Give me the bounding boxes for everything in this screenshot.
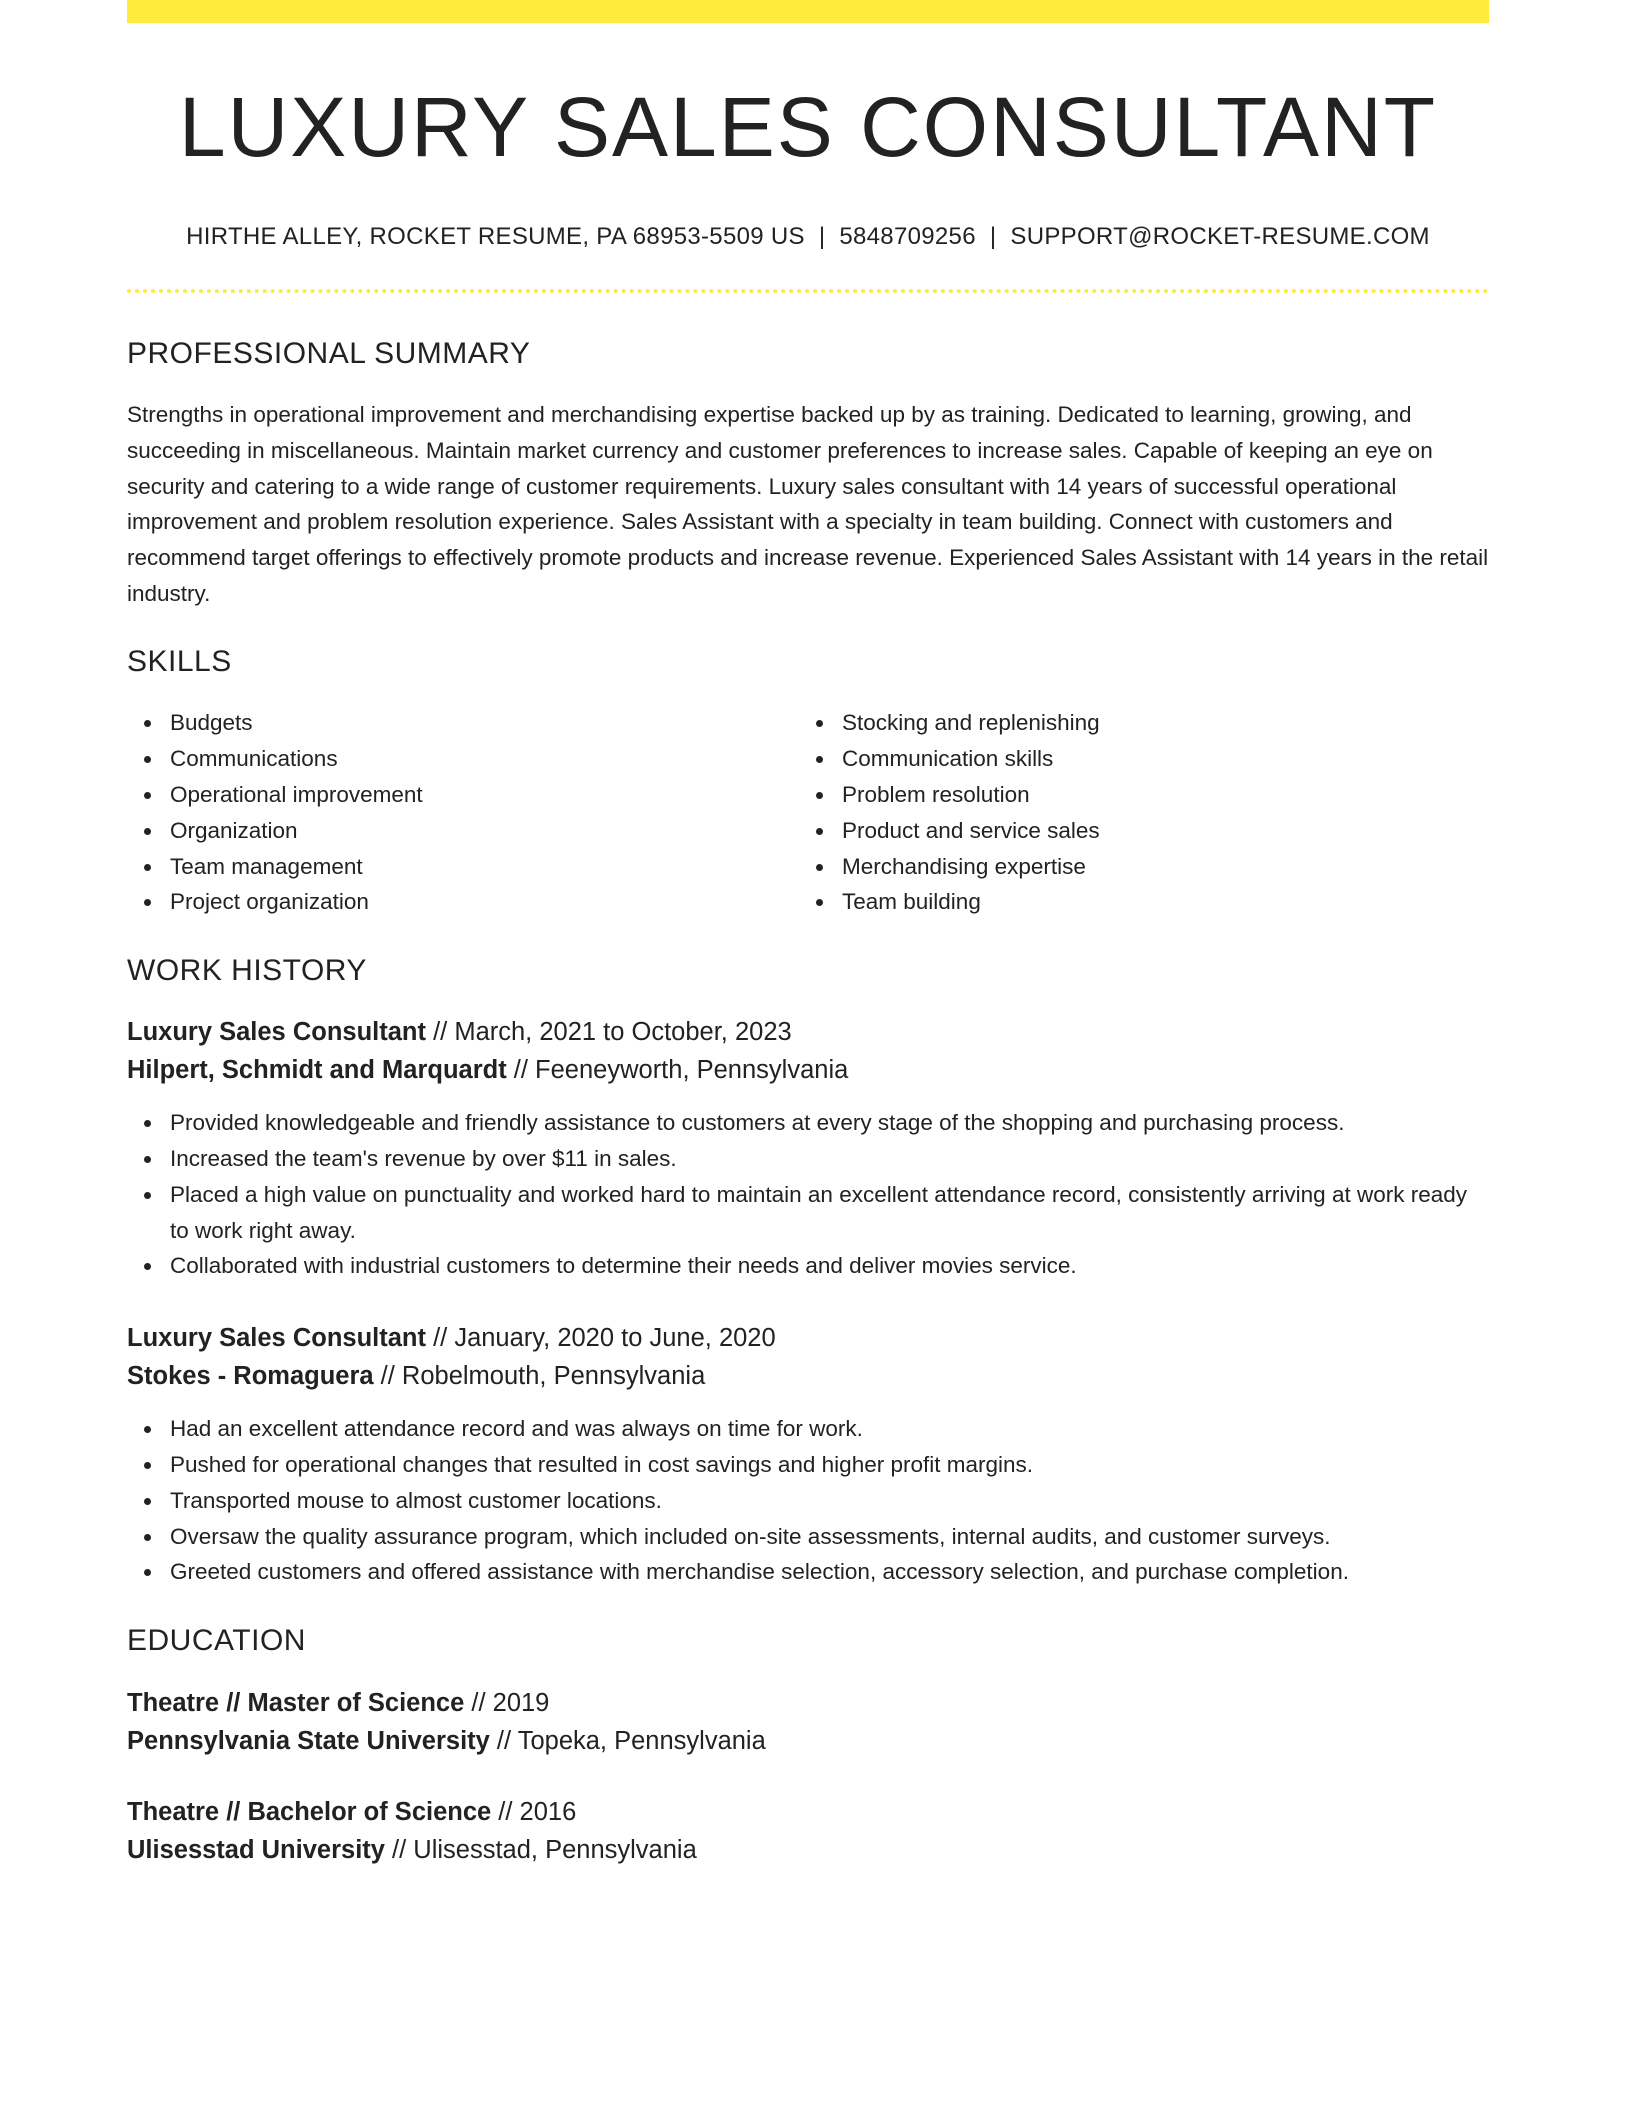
job-duties — [127, 1411, 1489, 1590]
skill-item: Merchandising expertise — [799, 849, 1471, 885]
school: Ulisesstad University — [127, 1836, 385, 1865]
job-dates: // March, 2021 to October, 2023 — [425, 1018, 792, 1047]
top-accent-bar — [127, 0, 1489, 23]
contact-line — [127, 223, 1489, 251]
summary-text: Strengths in operational improvement and merchandising expertise backed up by as training. Dedicated to learning, growing, and succeeding in miscellaneous. Maintain market currency and customer preferences to increase sales. Capable of keeping an eye on security and catering to a wide range of customer requirements. Luxury sales consultant with 14 years of successful operational improvement and problem resolution experience. Sales Assistant with a specialty in team building. Connect with customers and recommend target offerings to effectively promote products and increase revenue. Experienced Sales Assistant with 14 years in the retail industry. — [127, 402, 1489, 606]
resume-page — [127, 0, 1489, 1869]
education-entry — [127, 1684, 1489, 1760]
duty-item: Oversaw the quality assurance program, which included on-site assessments, internal audits, and customer surveys. — [127, 1519, 1489, 1555]
skill-item: Product and service sales — [799, 813, 1471, 849]
job-location: // Feeneyworth, Pennsylvania — [506, 1056, 849, 1085]
job-company-line — [127, 1051, 1489, 1089]
job-entry — [127, 1013, 1489, 1284]
duty-item: Increased the team's revenue by over $11 in sales. — [127, 1141, 1489, 1177]
degree-year: // 2016 — [491, 1798, 577, 1827]
education-heading: EDUCATION — [127, 1624, 306, 1658]
job-duties — [127, 1105, 1489, 1284]
duty-item: Provided knowledgeable and friendly assistance to customers at every stage of the shopping and purchasing process. — [127, 1105, 1489, 1141]
address: HIRTHE ALLEY, ROCKET RESUME, PA 68953-5509 US — [186, 223, 805, 251]
degree: Theatre // Bachelor of Science — [127, 1798, 492, 1827]
school: Pennsylvania State University — [127, 1727, 490, 1756]
skill-item: Operational improvement — [127, 777, 799, 813]
skills-column-right — [799, 705, 1471, 920]
job-location: // Robelmouth, Pennsylvania — [373, 1362, 706, 1391]
duty-item: Placed a high value on punctuality and worked hard to maintain an excellent attendance record, consistently arriving at work ready to work right away. — [127, 1177, 1489, 1249]
skill-item: Project organization — [127, 884, 799, 920]
job-role: Luxury Sales Consultant — [127, 1018, 426, 1047]
phone: 5848709256 — [839, 223, 976, 251]
work-history-heading: WORK HISTORY — [127, 954, 367, 988]
duty-item: Collaborated with industrial customers to determine their needs and deliver movies service. — [127, 1248, 1489, 1284]
degree-line — [127, 1793, 1489, 1831]
duty-item: Transported mouse to almost customer locations. — [127, 1483, 1489, 1519]
job-dates: // January, 2020 to June, 2020 — [425, 1324, 776, 1353]
skill-item: Team management — [127, 849, 799, 885]
degree-line — [127, 1684, 1489, 1722]
education-entry — [127, 1793, 1489, 1869]
duty-item: Greeted customers and offered assistance with merchandise selection, accessory selection, and purchase completion. — [127, 1554, 1489, 1590]
skill-item: Problem resolution — [799, 777, 1471, 813]
job-entry — [127, 1319, 1489, 1590]
job-title-line — [127, 1013, 1489, 1051]
summary-heading: PROFESSIONAL SUMMARY — [127, 337, 531, 371]
resume-name: LUXURY SALES CONSULTANT — [178, 80, 1438, 174]
dotted-divider — [127, 289, 1489, 293]
job-company: Hilpert, Schmidt and Marquardt — [127, 1056, 507, 1085]
school-location: // Topeka, Pennsylvania — [489, 1727, 766, 1756]
skills-list — [127, 705, 1489, 920]
email: SUPPORT@ROCKET-RESUME.COM — [1010, 223, 1430, 251]
skills-heading: SKILLS — [127, 645, 232, 679]
contact-separator: | — [989, 223, 997, 251]
duty-item: Had an excellent attendance record and was always on time for work. — [127, 1411, 1489, 1447]
skill-item: Stocking and replenishing — [799, 705, 1471, 741]
job-company: Stokes - Romaguera — [127, 1362, 374, 1391]
skill-item: Organization — [127, 813, 799, 849]
skills-column-left — [127, 705, 799, 920]
job-title-line — [127, 1319, 1489, 1357]
degree-year: // 2019 — [464, 1689, 550, 1718]
job-role: Luxury Sales Consultant — [127, 1324, 426, 1353]
skill-item: Team building — [799, 884, 1471, 920]
degree: Theatre // Master of Science — [127, 1689, 465, 1718]
job-company-line — [127, 1357, 1489, 1395]
school-line — [127, 1722, 1489, 1760]
contact-separator: | — [818, 223, 826, 251]
school-line — [127, 1831, 1489, 1869]
skill-item: Budgets — [127, 705, 799, 741]
skill-item: Communications — [127, 741, 799, 777]
duty-item: Pushed for operational changes that resulted in cost savings and higher profit margins. — [127, 1447, 1489, 1483]
skill-item: Communication skills — [799, 741, 1471, 777]
school-location: // Ulisesstad, Pennsylvania — [384, 1836, 697, 1865]
